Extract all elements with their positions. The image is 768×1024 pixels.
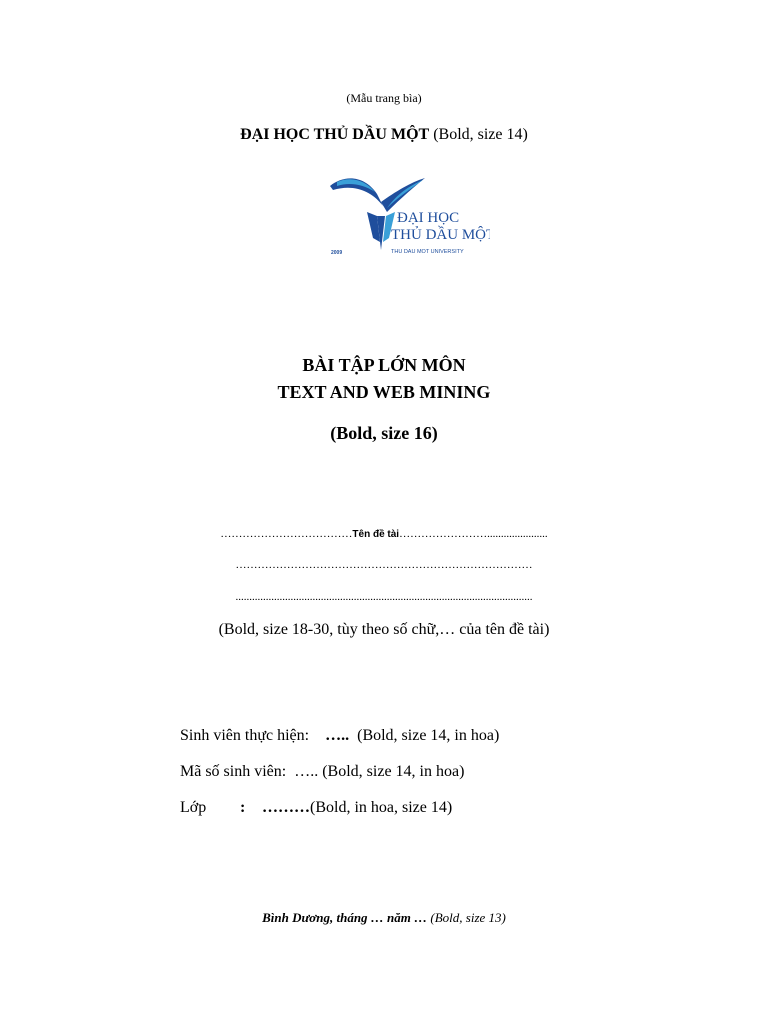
template-note: (Mẫu trang bìa): [346, 91, 422, 105]
topic-label: Tên đề tài: [352, 529, 400, 540]
student-class-colon: :: [240, 799, 246, 816]
university-format-note: (Bold, size 14): [433, 126, 528, 143]
place-date-line: [0, 910, 768, 926]
logo-year: 2009: [331, 250, 343, 256]
student-name-format: (Bold, size 14, in hoa): [357, 727, 500, 744]
student-id-row: [180, 763, 464, 781]
logo-text-line1: ĐẠI HỌC: [397, 210, 460, 226]
university-heading: [0, 126, 768, 144]
logo-text-line2: THỦ DẦU MỘT: [391, 227, 490, 243]
course-title-line2: TEXT AND WEB MINING: [277, 382, 491, 402]
student-class-row: [180, 799, 452, 817]
course-format-note: (Bold, size 16): [330, 423, 438, 443]
logo-text-english: THU DAU MOT UNIVERSITY: [391, 249, 464, 255]
topic-title-row3: ............................................................................................................: [235, 591, 533, 603]
student-id-format: (Bold, size 14, in hoa): [322, 763, 465, 780]
university-logo: [325, 172, 490, 262]
student-name-label: Sinh viên thực hiện:: [180, 727, 310, 744]
student-id-label: Mã số sinh viên:: [180, 763, 287, 780]
course-title-line1: BÀI TẬP LỚN MÔN: [302, 355, 466, 375]
student-class-format: (Bold, in hoa, size 14): [310, 799, 453, 816]
student-name-value: …..: [325, 727, 350, 744]
university-name: ĐẠI HỌC THỦ DẦU MỘT: [240, 126, 430, 143]
student-class-value: ………: [262, 799, 310, 816]
university-logo-graphic: [325, 172, 490, 262]
topic-dots-right: ……………………......................: [399, 528, 548, 540]
topic-dots-left: ………………………………: [220, 528, 353, 540]
student-class-label: Lớp: [180, 799, 207, 816]
place-date-format: (Bold, size 13): [430, 910, 506, 925]
student-id-value: …..: [294, 763, 319, 780]
student-name-row: [180, 727, 499, 745]
topic-title-row2: ………………………………………………………………………: [235, 559, 533, 571]
topic-title-row1: [0, 528, 768, 540]
place-date: Bình Dương, tháng … năm …: [262, 910, 428, 925]
topic-format-note: (Bold, size 18-30, tùy theo số chữ,… của tên đề tài): [218, 621, 550, 638]
